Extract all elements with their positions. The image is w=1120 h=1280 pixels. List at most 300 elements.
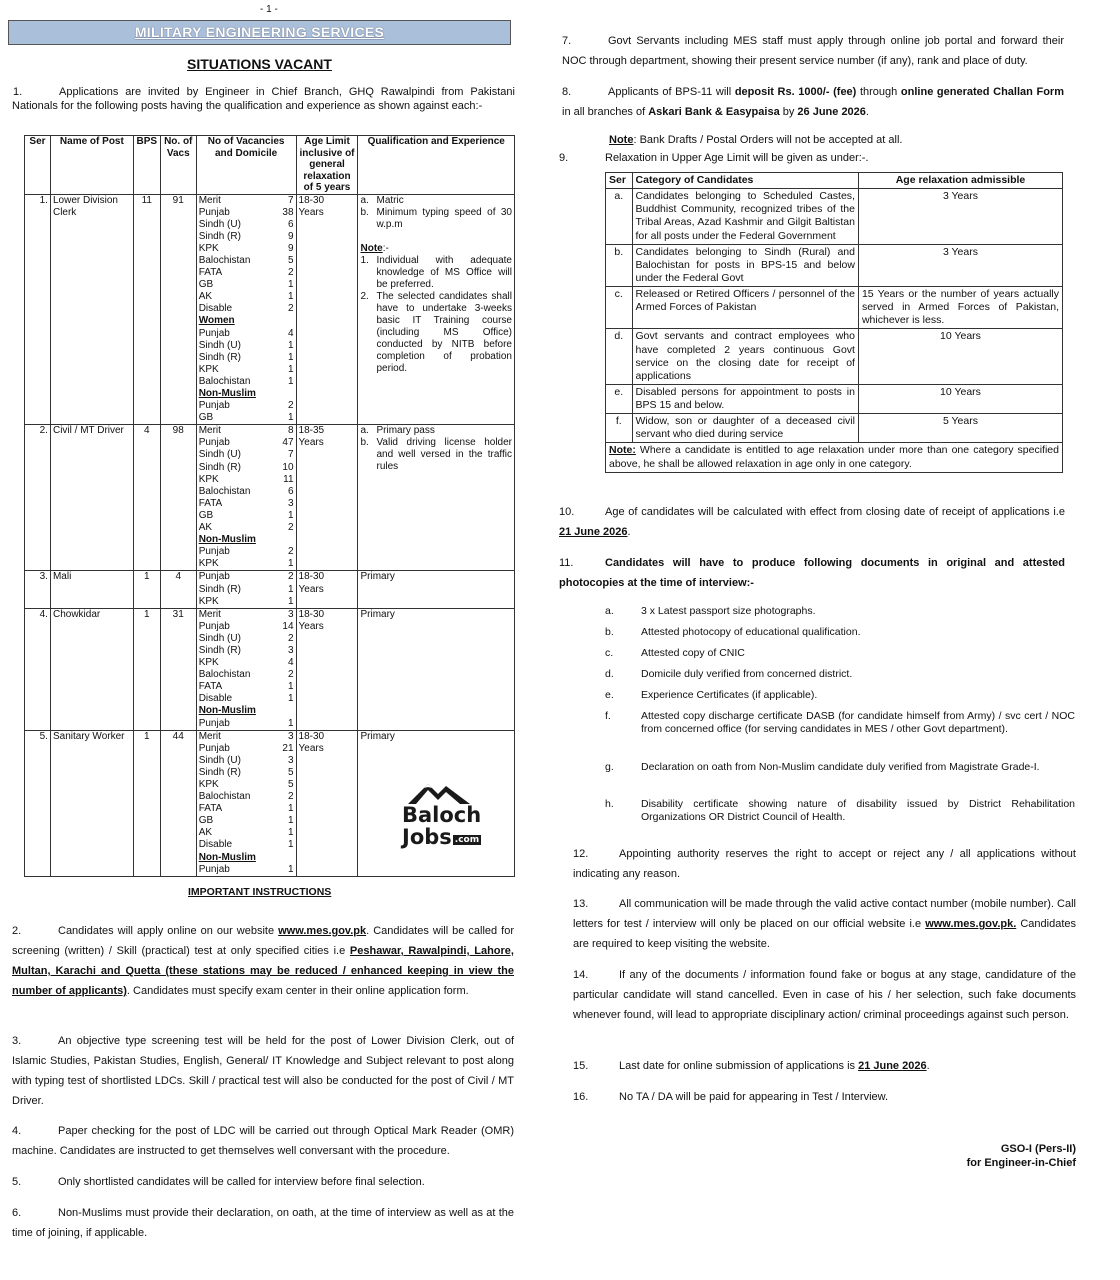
domicile-count: 21	[282, 742, 294, 754]
domicile-counts-cell	[280, 608, 296, 730]
category-cell: Candidates belonging to Scheduled Castes, Buddhist Community, recognized tribes of the Tribal Areas, Azad Kashmir and Gilgit Baltistan for all posts under the Federal Government	[632, 189, 858, 245]
para-13	[573, 894, 1076, 954]
domicile-name: Sindh (R)	[198, 461, 241, 473]
ser-cell: 4.	[25, 608, 51, 730]
qualification-cell	[358, 608, 515, 730]
domicile-count: 2	[287, 400, 294, 412]
item-text: Matric	[376, 194, 404, 206]
para-text: Appointing authority reserves the right to accept or reject any / all applications without indicating any reason.	[573, 848, 1076, 880]
note-label: Note:	[609, 444, 636, 457]
domicile-names-cell	[196, 571, 280, 608]
domicile-counts-cell	[280, 730, 296, 876]
para-text: . Candidates will be called for screening (written) / Skill (practical) test at only specified cities i.e	[12, 925, 515, 957]
note-heading: Note:-	[360, 242, 389, 254]
qualification-text: Primary	[360, 608, 395, 620]
mes-website-link[interactable]: www.mes.gov.pk.	[925, 918, 1017, 930]
domicile-name: Disable	[198, 303, 233, 315]
para-3	[12, 1031, 514, 1111]
para-text: .	[926, 1060, 930, 1072]
item-text: 3 x Latest passport size photographs.	[641, 605, 816, 617]
vacancy-table	[24, 135, 515, 877]
domicile-count: 7	[287, 449, 294, 461]
para-10	[559, 502, 1065, 542]
item-text: Domicile duly verified from concerned district.	[641, 668, 853, 680]
item-text: Attested copy of CNIC	[641, 647, 745, 659]
domicile-name: Disable	[198, 693, 233, 705]
domicile-count: 11	[283, 473, 294, 485]
domicile-name: Punjab	[198, 863, 230, 875]
item-text: Valid driving license holder and well versed in the traffic rules	[376, 437, 512, 473]
domicile-name: KPK	[198, 558, 219, 570]
col-ser: Ser	[25, 136, 51, 195]
qualification-text: Primary	[360, 730, 395, 742]
domicile-name: Punjab	[198, 717, 230, 729]
para-text: Applications are invited by Engineer in Chief Branch, GHQ Rawalpindi from Pakistani Nationals for the following posts having the qualification and experience as shown against each:-	[12, 86, 515, 112]
domicile-count: 10	[282, 461, 294, 473]
qualification-cell	[358, 194, 515, 425]
vacs-cell: 91	[160, 194, 196, 425]
para-16	[573, 1087, 1076, 1107]
closing-date: 21 June 2026	[559, 526, 628, 538]
item-text: Individual with adequate knowledge of MS Office will be preferred.	[376, 254, 512, 290]
age-line: Years	[298, 206, 324, 218]
item-text: The selected candidates shall have to undertake 3-weeks basic IT Training course (including MS Office) conducted by NITB before completion of probation period.	[376, 290, 512, 374]
domicile-count: 1	[287, 827, 294, 839]
bps-cell: 1	[133, 608, 160, 730]
bps-cell: 11	[133, 194, 160, 425]
para-number: 6.	[12, 1207, 22, 1219]
para-6	[12, 1203, 514, 1243]
para-text: No TA / DA will be paid for appearing in Test / Interview.	[619, 1091, 889, 1103]
ser-cell: 1.	[25, 194, 51, 425]
note-text: Where a candidate is entitled to age relaxation under more than one category specified above, he shall be allowed relaxation in age only in one category.	[609, 444, 1059, 470]
relaxation-cell: 5 Years	[858, 414, 1062, 443]
age-line: 18-30	[298, 608, 325, 620]
domicile-count: 1	[287, 803, 294, 815]
para-text: Last date for online submission of applications is	[619, 1060, 859, 1072]
note-label: Note	[360, 242, 383, 254]
ser-cell: d.	[606, 329, 633, 385]
document-item	[605, 668, 1075, 681]
para-number: 5.	[12, 1176, 22, 1188]
para-number: 4.	[12, 1125, 22, 1137]
instructions-title: IMPORTANT INSTRUCTIONS	[188, 886, 332, 898]
para-text: Relaxation in Upper Age Limit will be given as under:-.	[605, 152, 869, 164]
relaxation-cell: 10 Years	[858, 384, 1062, 413]
document-item	[605, 798, 1075, 824]
qualification-item	[360, 195, 512, 207]
para-number: 8.	[562, 86, 572, 98]
domicile-count: 2	[287, 669, 294, 681]
post-name-cell: Mali	[50, 571, 133, 608]
age-cell	[296, 194, 358, 425]
col-vacs: No. of Vacs	[160, 136, 196, 195]
domicile-count: 3	[287, 730, 294, 742]
domicile-count: 2	[287, 632, 294, 644]
domicile-name: Punjab	[198, 437, 230, 449]
age-relaxation-row	[606, 384, 1063, 413]
col-domicile: No of Vacancies and Domicile	[196, 136, 296, 195]
para-7	[562, 31, 1064, 71]
domicile-name: Non-Muslim	[198, 705, 256, 717]
domicile-count: 9	[287, 230, 294, 242]
para-number: 7.	[562, 35, 572, 47]
item-key: b.	[360, 206, 369, 218]
relaxation-cell: 10 Years	[858, 329, 1062, 385]
mes-website-link[interactable]: www.mes.gov.pk	[278, 925, 367, 937]
ser-cell: 2.	[25, 425, 51, 571]
logo-suffix: .com	[454, 835, 480, 845]
domicile-count: 1	[287, 815, 294, 827]
ser-cell: a.	[606, 189, 633, 245]
ser-cell: e.	[606, 384, 633, 413]
domicile-name: Non-Muslim	[198, 534, 256, 546]
domicile-count: 1	[287, 412, 294, 424]
category-cell: Govt servants and contract employees who have completed 2 years continuous Govt service on the closing date for receipt of applications	[632, 329, 858, 385]
age-line: Years	[298, 620, 324, 632]
para-number: 12.	[573, 848, 589, 860]
para-text: Age of candidates will be calculated with effect from closing date of receipt of applications i.e	[605, 506, 1065, 518]
col-age: Age Limit inclusive of general relaxation of 5 years	[296, 136, 358, 195]
domicile-name: Punjab	[198, 571, 230, 583]
col-ser: Ser	[606, 173, 633, 189]
logo-line1: Baloch	[402, 803, 482, 827]
domicile-names-cell	[196, 730, 280, 876]
domicile-name: GB	[198, 815, 214, 827]
intro-paragraph	[12, 86, 515, 114]
col-qualification: Qualification and Experience	[358, 136, 515, 195]
item-key: d.	[605, 668, 614, 680]
age-line: 18-35	[298, 425, 325, 437]
age-table-note	[606, 443, 1063, 472]
col-post: Name of Post	[50, 136, 133, 195]
domicile-count: 1	[287, 509, 294, 521]
item-text: Disability certificate showing nature of disability issued by District Rehabilitation Organizations OR District Council of Health.	[641, 798, 1075, 824]
para-2	[12, 921, 514, 1001]
para-text: Only shortlisted candidates will be called for interview before final selection.	[58, 1176, 425, 1188]
vacs-cell: 4	[160, 571, 196, 608]
domicile-count: 1	[287, 693, 294, 705]
domicile-name: Balochistan	[198, 485, 251, 497]
col-bps: BPS	[133, 136, 160, 195]
domicile-name: KPK	[198, 473, 219, 485]
domicile-count: 3	[287, 754, 294, 766]
col-category: Category of Candidates	[632, 173, 858, 189]
item-text: Minimum typing speed of 30 w.p.m	[376, 206, 512, 230]
domicile-count: 8	[287, 425, 294, 437]
document-item	[605, 605, 1075, 618]
para-number: 2.	[12, 925, 22, 937]
domicile-count: 2	[287, 267, 294, 279]
domicile-count: 1	[287, 681, 294, 693]
relaxation-cell: 15 Years or the number of years actually served in Armed Forces of Pakistan, whichever is less.	[858, 287, 1062, 329]
vacs-cell: 31	[160, 608, 196, 730]
para-number: 14.	[573, 969, 589, 981]
note-label: Note	[609, 134, 634, 146]
domicile-name: Disable	[198, 839, 233, 851]
vacancy-row	[25, 425, 515, 571]
domicile-names-cell	[196, 608, 280, 730]
age-cell	[296, 730, 358, 876]
para-8	[562, 82, 1064, 122]
domicile-name: Punjab	[198, 742, 230, 754]
page-number: - 1 -	[260, 4, 278, 15]
domicile-count: 3	[287, 608, 294, 620]
note-item	[360, 291, 512, 375]
domicile-name: Sindh (U)	[198, 632, 241, 644]
category-cell: Candidates belonging to Sindh (Rural) and Balochistan for posts in BPS-15 and below under the Federal Govt	[632, 244, 858, 286]
vacancy-table-header	[25, 136, 515, 195]
category-cell: Disabled persons for appointment to posts in BPS 15 and below.	[632, 384, 858, 413]
document-item	[605, 761, 1075, 774]
para-text: Applicants of BPS-11 will	[608, 86, 735, 98]
domicile-counts-cell	[280, 194, 296, 425]
domicile-counts-cell	[280, 571, 296, 608]
qualification-text: Primary	[360, 571, 395, 583]
domicile-counts-cell	[280, 425, 296, 571]
ser-cell: f.	[606, 414, 633, 443]
item-text: Attested copy discharge certificate DASB (for candidate himself from Army) / svc cert / NOC from concerned office (for serving candidates in MES / other Govt department).	[641, 710, 1075, 736]
domicile-count	[282, 852, 293, 864]
domicile-name: FATA	[198, 267, 223, 279]
domicile-name: Punjab	[198, 620, 230, 632]
para-12	[573, 844, 1076, 884]
ser-cell: b.	[606, 244, 633, 286]
qualification-cell	[358, 425, 515, 571]
ser-cell: 3.	[25, 571, 51, 608]
domicile-name: FATA	[198, 497, 223, 509]
item-key: b.	[360, 437, 369, 449]
para-number: 15.	[573, 1060, 589, 1072]
qualification-item	[360, 207, 512, 231]
document-item	[605, 626, 1075, 639]
document-item	[605, 647, 1075, 660]
para-text: Candidates will have to produce following documents in original and attested photocopies at the time of interview:-	[559, 557, 1065, 589]
domicile-count: 9	[287, 242, 294, 254]
domicile-name: Non-Muslim	[198, 388, 256, 399]
post-name-cell: Lower Division Clerk	[50, 194, 133, 425]
para-text: All communication will be made through the valid active contact number (mobile number). Call letters for test / interview will only be placed on our official website i.e	[573, 898, 1076, 930]
domicile-name: Merit	[198, 730, 221, 742]
post-name-cell: Chowkidar	[50, 608, 133, 730]
domicile-count: 38	[282, 206, 294, 218]
item-text: Experience Certificates (if applicable).	[641, 689, 818, 701]
domicile-count: 2	[287, 571, 294, 583]
domicile-name: AK	[198, 291, 213, 303]
para-text: .	[627, 526, 631, 538]
para-number: 10.	[559, 506, 575, 518]
org-banner	[8, 20, 511, 45]
page-title: SITUATIONS VACANT	[187, 56, 332, 72]
relaxation-cell: 3 Years	[858, 189, 1062, 245]
domicile-count: 1	[287, 583, 294, 595]
ser-cell: c.	[606, 287, 633, 329]
domicile-name: KPK	[198, 363, 219, 375]
domicile-name: AK	[198, 522, 213, 534]
para-number: 9.	[559, 152, 569, 164]
note-item	[360, 255, 512, 291]
domicile-names-cell	[196, 194, 280, 425]
item-key: a.	[360, 425, 369, 437]
balochjobs-logo	[400, 780, 486, 854]
domicile-count	[282, 315, 293, 327]
domicile-name: Women	[198, 315, 235, 327]
vacancy-row	[25, 608, 515, 730]
domicile-name: Sindh (R)	[198, 230, 241, 242]
domicile-name: FATA	[198, 803, 223, 815]
para-text: Non-Muslims must provide their declaration, on oath, at the time of interview as well as at the time of joining, if applicable.	[12, 1207, 514, 1239]
bank-names: Askari Bank & Easypaisa	[648, 106, 780, 118]
para-number: 1.	[13, 86, 23, 98]
para-number: 13.	[573, 898, 589, 910]
domicile-name: Punjab	[198, 206, 230, 218]
domicile-name: Sindh (R)	[198, 766, 241, 778]
domicile-name: Merit	[198, 425, 221, 437]
domicile-name: Sindh (U)	[198, 754, 241, 766]
domicile-count: 14	[282, 620, 294, 632]
qualification-item	[360, 437, 512, 473]
domicile-name: KPK	[198, 242, 219, 254]
document-item	[605, 689, 1075, 702]
domicile-name: Punjab	[198, 400, 230, 412]
age-line: Years	[298, 437, 324, 449]
domicile-name: GB	[198, 279, 214, 291]
signature-title: GSO-I (Pers-II)	[1000, 1143, 1076, 1155]
domicile-count: 1	[287, 279, 294, 291]
vacs-cell: 44	[160, 730, 196, 876]
vacs-cell: 98	[160, 425, 196, 571]
para-number: 3.	[12, 1035, 22, 1047]
domicile-name: Punjab	[198, 546, 230, 558]
note-cell	[606, 443, 1063, 472]
age-relaxation-table	[605, 172, 1063, 473]
para-14	[573, 965, 1076, 1025]
item-key: f.	[605, 710, 611, 722]
para-text: . Candidates must specify exam center in their online application form.	[126, 985, 469, 997]
domicile-count: 1	[287, 863, 294, 875]
domicile-count: 47	[282, 437, 294, 449]
note-8	[609, 134, 1065, 148]
age-line: Years	[298, 583, 324, 595]
last-date: 21 June 2026	[858, 1060, 927, 1072]
vacancy-row	[25, 194, 515, 425]
age-relaxation-row	[606, 244, 1063, 286]
para-text: Candidates are required to keep visiting the website.	[573, 918, 1076, 950]
para-text: If any of the documents / information found fake or bogus at any stage, candidature of the particular candidate will stand cancelled. Even in case of his / her selection, such fake documents whenever found, will lead to appropriate disciplinary action/ criminal proceedings against such person.	[573, 969, 1076, 1021]
domicile-count	[282, 534, 293, 546]
age-table-header	[606, 173, 1063, 189]
vacancy-row	[25, 571, 515, 608]
domicile-name: KPK	[198, 595, 219, 607]
item-text: Attested photocopy of educational qualification.	[641, 626, 861, 638]
age-line: 18-30	[298, 194, 325, 206]
category-cell: Released or Retired Officers / personnel of the Armed Forces of Pakistan	[632, 287, 858, 329]
domicile-count: 7	[287, 194, 294, 206]
qualification-cell	[358, 571, 515, 608]
domicile-count: 5	[287, 254, 294, 266]
domicile-count	[282, 705, 293, 717]
para-5	[12, 1172, 514, 1192]
age-relaxation-row	[606, 414, 1063, 443]
exam-cities: Peshawar, Rawalpindi, Lahore, Multan, Karachi and Quetta (these stations may be reduced / enhanced keeping in view the number of applicants)	[12, 945, 514, 997]
item-key: a.	[605, 605, 614, 617]
para-text: .	[865, 106, 869, 118]
domicile-name: Balochistan	[198, 791, 251, 803]
domicile-name: Sindh (R)	[198, 644, 241, 656]
item-key: b.	[605, 626, 614, 638]
domicile-count: 2	[287, 791, 294, 803]
domicile-count: 4	[287, 657, 294, 669]
item-key: g.	[605, 761, 614, 773]
age-cell	[296, 608, 358, 730]
ser-cell: 5.	[25, 730, 51, 876]
para-15	[573, 1056, 1076, 1076]
item-key: a.	[360, 194, 369, 206]
domicile-name: Sindh (R)	[198, 583, 241, 595]
domicile-name: FATA	[198, 681, 223, 693]
logo-line2	[402, 826, 481, 851]
para-text: through	[856, 86, 901, 98]
note-text: : Bank Drafts / Postal Orders will not be accepted at all.	[633, 134, 903, 146]
domicile-count: 4	[287, 327, 294, 339]
domicile-count: 5	[287, 779, 294, 790]
para-9	[559, 152, 1065, 166]
signature-block	[967, 1143, 1076, 1171]
para-4	[12, 1121, 514, 1161]
domicile-name: Merit	[198, 194, 221, 206]
domicile-count: 2	[287, 303, 294, 315]
item-text: Declaration on oath from Non-Muslim candidate duly verified from Magistrate Grade-I.	[641, 761, 1040, 773]
para-text: Paper checking for the post of LDC will be carried out through Optical Mark Reader (OMR) machine. Candidates are instructed to get themselves well conversant with the procedure.	[12, 1125, 514, 1157]
para-text: An objective type screening test will be held for the post of Lower Division Clerk, out of Islamic Studies, Pakistan Studies, English, General/ IT Knowledge and Subject relevant to post along with typing test of shortlisted LDCs. Skill / practical test will also be conducted for the post of Civil / MT Driver.	[12, 1035, 514, 1107]
para-text: by	[779, 106, 798, 118]
item-text: Primary pass	[376, 425, 435, 437]
domicile-name: Merit	[198, 608, 221, 620]
domicile-count: 5	[287, 766, 294, 778]
domicile-name: Non-Muslim	[198, 851, 256, 863]
domicile-name: AK	[198, 827, 213, 839]
domicile-count: 6	[287, 485, 294, 497]
para-11	[559, 553, 1065, 593]
domicile-count: 1	[287, 363, 294, 375]
fee-amount: deposit Rs. 1000/- (fee)	[734, 86, 857, 98]
domicile-count: 3	[287, 644, 294, 656]
para-text: Govt Servants including MES staff must apply through online job portal and forward their NOC through department, showing their present service number (if any), rank and place of duty.	[562, 35, 1064, 67]
age-cell	[296, 571, 358, 608]
post-name-cell: Sanitary Worker	[50, 730, 133, 876]
domicile-count	[282, 388, 293, 400]
bps-cell: 4	[133, 425, 160, 571]
domicile-name: Sindh (U)	[198, 339, 241, 351]
domicile-names-cell	[196, 425, 280, 571]
signature-subtitle: for Engineer-in-Chief	[966, 1156, 1076, 1169]
domicile-name: GB	[198, 509, 214, 521]
org-name: MILITARY ENGINEERING SERVICES	[134, 24, 385, 40]
col-relaxation: Age relaxation admissible	[858, 173, 1062, 189]
post-name-cell: Civil / MT Driver	[50, 425, 133, 571]
item-key: 1.	[360, 254, 369, 266]
domicile-count: 2	[287, 546, 294, 558]
age-relaxation-row	[606, 287, 1063, 329]
domicile-count: 1	[287, 291, 294, 303]
item-key: 2.	[360, 290, 369, 302]
para-number: 11.	[559, 557, 574, 569]
bps-cell: 1	[133, 571, 160, 608]
age-relaxation-row	[606, 189, 1063, 245]
domicile-count: 1	[287, 839, 294, 851]
fee-deadline: 26 June 2026	[797, 106, 866, 118]
domicile-name: Balochistan	[198, 254, 251, 266]
